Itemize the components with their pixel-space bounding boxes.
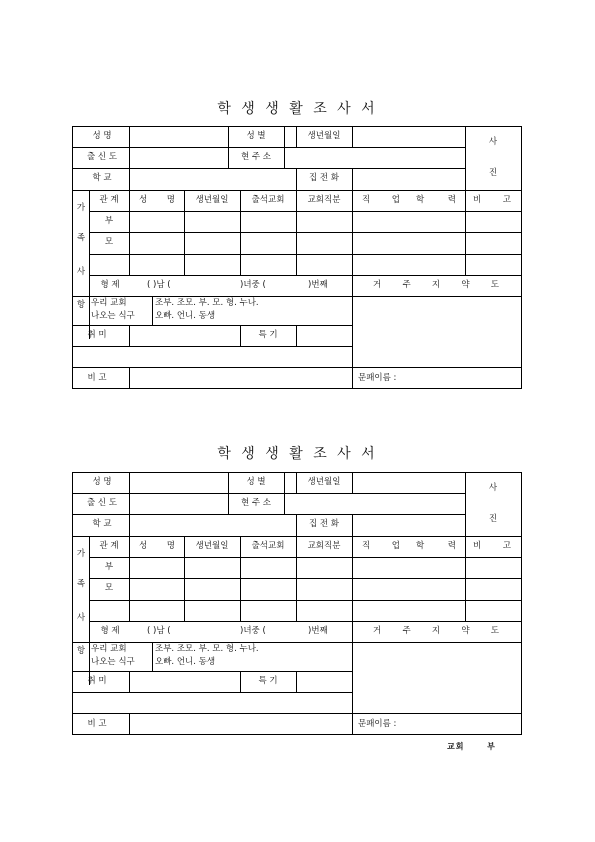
column-line [296,536,297,621]
label-nameplate: 문패이름 : [358,719,397,729]
residence-map-label: 거 주 지 약 도 [373,280,499,290]
form-border-bottom [72,734,522,735]
column-line [296,190,297,275]
column-line [129,126,130,190]
label-home-phone: 집 전 화 [308,173,340,183]
row-line [72,493,465,494]
photo-label-top: 사 [488,483,498,493]
column-line [152,296,153,325]
form-title: 학 생 생 활 조 사 서 [217,446,378,462]
column-line [465,536,466,621]
family-section-label: 족 [76,579,86,589]
family-column-header: 출석교회 [251,195,285,205]
church-family-label: 우리 교회 [91,298,127,308]
row-line [72,642,522,643]
label-nameplate: 문패이름 : [358,373,397,383]
column-line [352,126,353,147]
column-line [240,190,241,275]
row-line [89,232,522,233]
church-members-options: 조부. 조모. 부. 모. 형. 누나. [155,644,259,654]
column-line [465,126,466,190]
column-line [284,126,285,147]
family-section-label: 족 [76,233,86,243]
family-section-label: 사 [76,613,86,623]
form-border-top [72,126,522,127]
church-members-options: 조부. 조모. 부. 모. 형. 누나. [155,298,259,308]
family-column-header: 관 계 [99,195,119,205]
column-line [129,713,130,735]
column-line [296,671,297,692]
row-line [89,254,522,255]
column-line [465,472,466,536]
column-line [352,472,353,493]
form-border-right [521,472,522,735]
form-border-bottom [72,388,522,389]
label-name: 성 명 [92,131,112,141]
label-birthdate: 생년월일 [307,131,341,141]
row-line [72,147,465,148]
church-members-options: 오빠. 언니. 동생 [155,311,216,321]
column-line [284,147,285,168]
family-column-header: 직 업 [362,195,400,205]
column-line [129,536,130,621]
form-border-top [72,472,522,473]
column-line [184,190,185,275]
column-line [352,514,353,536]
column-line [296,126,297,147]
church-family-label: 우리 교회 [91,644,127,654]
column-line [352,190,353,275]
column-line [296,325,297,346]
photo-label-bottom: 진 [488,168,498,178]
row-line [89,211,522,212]
residence-map-label: 거 주 지 약 도 [373,626,499,636]
label-school: 학 교 [92,519,112,529]
column-line [129,325,130,346]
row-line [72,367,522,368]
column-line [352,713,353,735]
photo-label-bottom: 진 [488,514,498,524]
row-line [72,190,522,191]
column-line [129,367,130,389]
row-line [72,325,352,326]
column-line [296,514,297,536]
column-line [152,642,153,671]
column-line [352,536,353,621]
row-line [72,692,352,693]
row-line [72,168,465,169]
column-line [240,671,241,692]
column-line [228,147,229,168]
label-hobby: 취 미 [87,676,107,686]
form-border-right [521,126,522,389]
photo-label-top: 사 [488,137,498,147]
column-line [228,472,229,493]
label-name: 성 명 [92,477,112,487]
label-birthdate: 생년월일 [307,477,341,487]
family-column-header: 교회직분 [307,541,341,551]
siblings-sisters: )녀중 ( [240,280,266,290]
column-line [296,168,297,190]
label-remarks: 비 고 [87,373,107,383]
siblings-sisters: )녀중 ( [240,626,266,636]
column-line [129,671,130,692]
family-section-label: 항 [76,646,86,656]
column-line [352,367,353,389]
column-line [129,472,130,536]
row-line [89,557,522,558]
label-address: 현 주 소 [240,152,272,162]
row-line [89,578,522,579]
row-line [72,296,522,297]
family-column-header: 생년월일 [195,541,229,551]
row-line [89,621,522,622]
column-line [228,493,229,514]
family-column-header: 학 력 [416,541,456,551]
row-label-father: 부 [104,216,114,226]
label-specialty: 특 기 [258,330,278,340]
church-family-label: 나오는 식구 [91,311,135,321]
church-members-options: 오빠. 언니. 동생 [155,657,216,667]
siblings-label: 형 제 [100,280,120,290]
label-gender: 성 별 [246,477,266,487]
label-hometown: 출 신 도 [86,498,118,508]
family-column-header: 생년월일 [195,195,229,205]
label-address: 현 주 소 [240,498,272,508]
student-survey-form [72,472,522,735]
label-school: 학 교 [92,173,112,183]
family-column-header: 직 업 [362,541,400,551]
church-department-footer: 교회 부 [447,742,496,751]
form-border-left [72,126,73,389]
column-line [228,126,229,147]
row-line [72,346,352,347]
siblings-birth-order: )번째 [308,280,328,290]
siblings-birth-order: )번째 [308,626,328,636]
family-column-header: 출석교회 [251,541,285,551]
label-remarks: 비 고 [87,719,107,729]
column-line [240,536,241,621]
label-specialty: 특 기 [258,676,278,686]
column-line [184,536,185,621]
family-column-header: 성 명 [139,195,175,205]
form-border-left [72,472,73,735]
column-line [240,325,241,346]
family-column-header: 비 고 [473,195,511,205]
family-section-label: 가 [76,203,86,213]
siblings-brothers: ( )남 ( [147,626,171,636]
label-hobby: 취 미 [87,330,107,340]
church-family-label: 나오는 식구 [91,657,135,667]
row-line [72,514,465,515]
family-column-header: 학 력 [416,195,456,205]
student-survey-form [72,126,522,389]
siblings-brothers: ( )남 ( [147,280,171,290]
family-column-header: 관 계 [99,541,119,551]
column-line [89,190,90,339]
label-gender: 성 별 [246,131,266,141]
form-title: 학 생 생 활 조 사 서 [217,101,378,117]
column-line [284,493,285,514]
column-line [129,190,130,275]
column-line [465,190,466,275]
row-label-mother: 모 [104,237,114,247]
family-column-header: 교회직분 [307,195,341,205]
column-line [89,536,90,685]
family-section-label: 사 [76,267,86,277]
row-label-father: 부 [104,562,114,572]
row-line [72,536,522,537]
row-line [89,275,522,276]
label-hometown: 출 신 도 [86,152,118,162]
siblings-label: 형 제 [100,626,120,636]
row-line [72,671,352,672]
family-column-header: 성 명 [139,541,175,551]
label-home-phone: 집 전 화 [308,519,340,529]
row-line [89,600,522,601]
column-line [352,168,353,190]
row-line [72,713,522,714]
family-column-header: 비 고 [473,541,511,551]
column-line [296,472,297,493]
family-section-label: 가 [76,549,86,559]
column-line [284,472,285,493]
family-section-label: 항 [76,300,86,310]
row-label-mother: 모 [104,583,114,593]
